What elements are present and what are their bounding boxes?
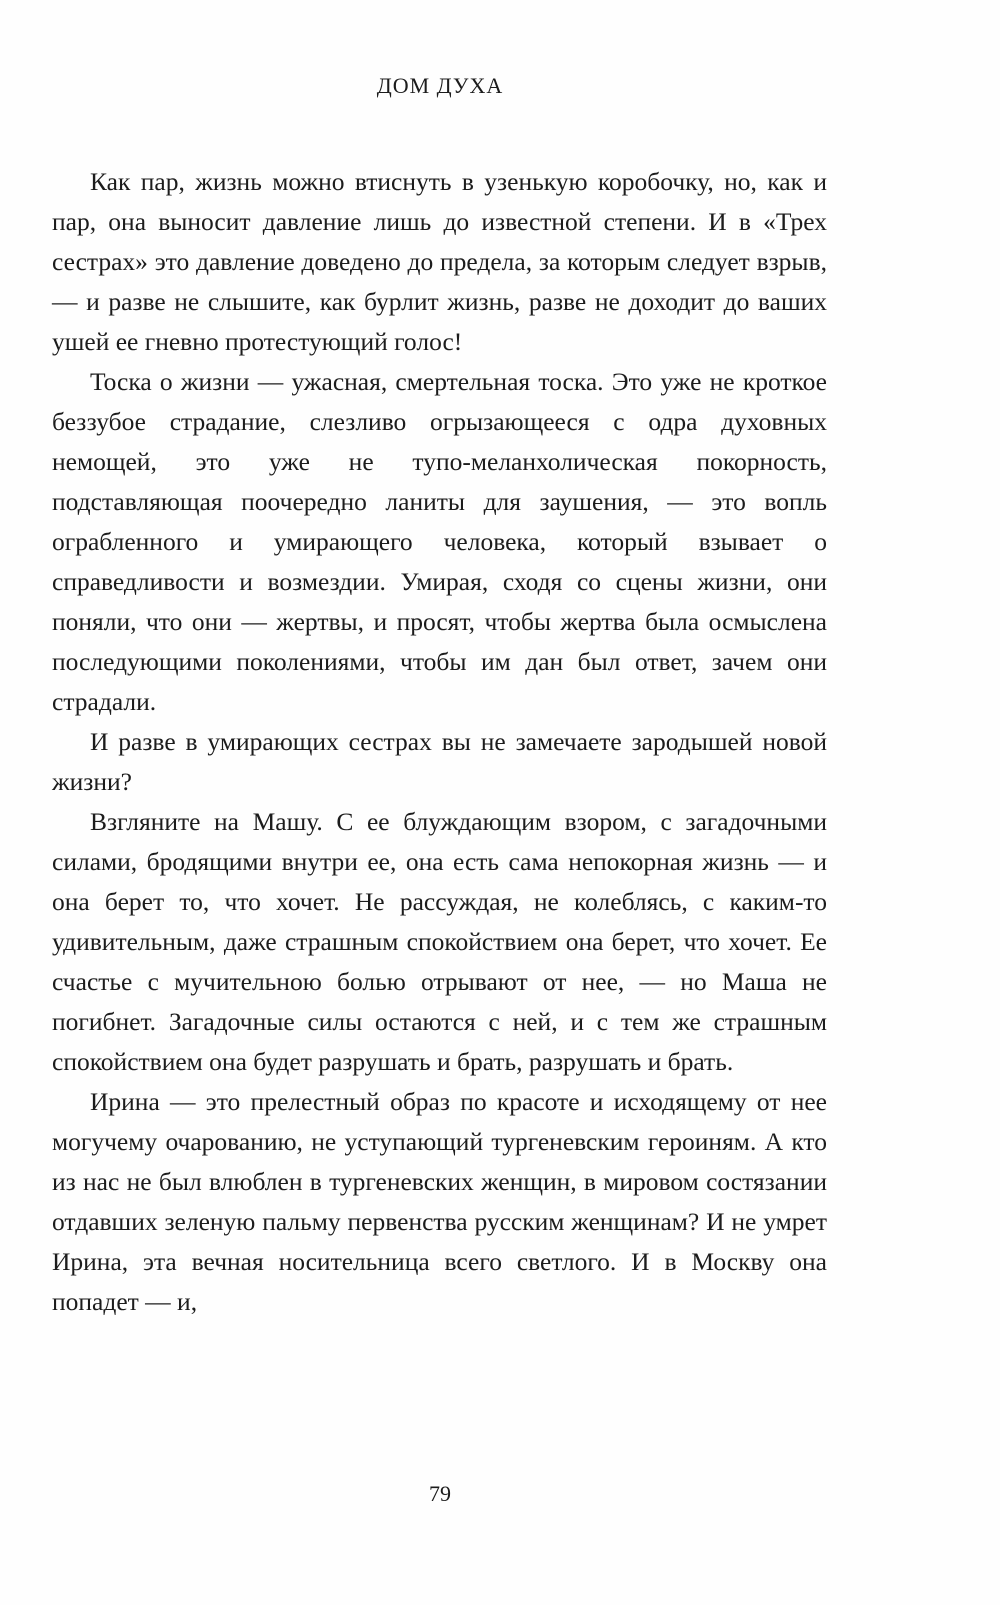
paragraph: Взгляните на Машу. С ее блуждающим взором, с загадочными силами, бродящими внутри ее, она есть сама непокорная жизнь — и она берет то, что хочет. Не рассуждая, не колеблясь, с каким-то удивительным, даже страшным спокойствием она берет, что хочет. Ее счастье с мучительною болью отрывают от нее, — но Маша не погибнет. Загадочные силы остаются с ней, и с тем же страшным спокойствием она будет разрушать и брать, разрушать и брать. [52,807,827,1076]
paragraph: Как пар, жизнь можно втиснуть в узенькую коробочку, но, как и пар, она выносит давление лишь до известной степени. И в «Трех сестрах» это давление доведено до предела, за которым следует взрыв, — и разве не слышите, как бурлит жизнь, разве не доходит до ваших ушей ее гневно протестующий голос! [52,167,827,356]
page-number: 79 [429,1481,451,1506]
paragraph: Тоска о жизни — ужасная, смертельная тоска. Это уже не кроткое беззубое страдание, слезливо огрызающееся с одра духовных немощей, это уже не тупо-меланхолическая покорность, подставляющая поочередно ланиты для заушения, — это вопль ограбленного и умирающего человека, который взывает о справедливости и возмездии. Умирая, сходя со сцены жизни, они поняли, что они — жертвы, и просят, чтобы жертва была осмыслена последующими поколениями, чтобы им дан был ответ, зачем они страдали. [52,367,827,716]
paragraph: Ирина — это прелестный образ по красоте и исходящему от нее могучему очарованию, не уступающий тургеневским героиням. А кто из нас не был влюблен в тургеневских женщин, в мировом состязании отдавших зеленую пальму первенства русским женщинам? И не умрет Ирина, эта вечная носительница всего светлого. И в Москву она попадет — и, [52,1087,827,1316]
running-head: ДОМ ДУХА [376,73,504,98]
paragraph: И разве в умирающих сестрах вы не замечаете зародышей новой жизни? [52,727,827,796]
body-text [52,162,827,1322]
